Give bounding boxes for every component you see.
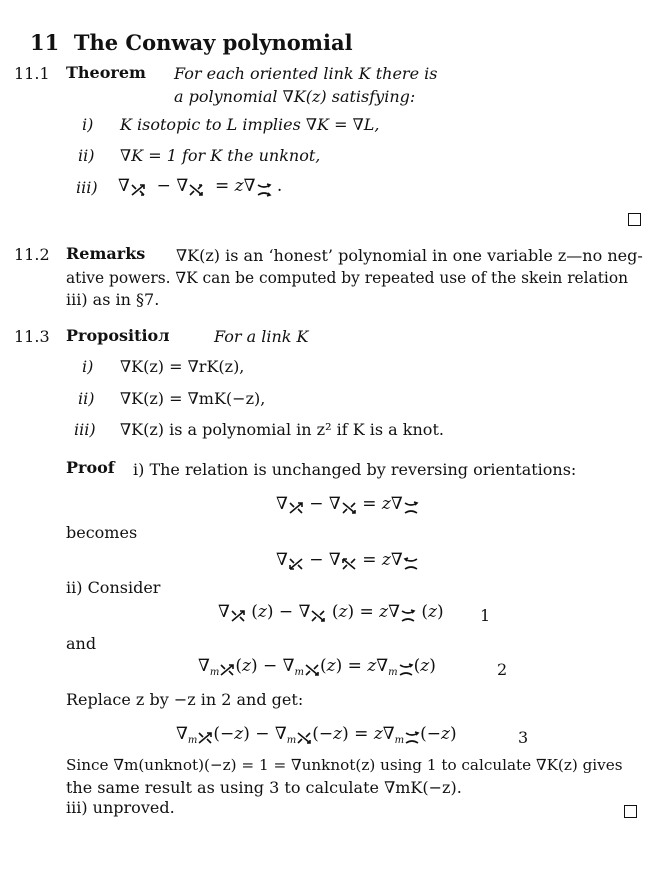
negative-crossing-icon xyxy=(310,609,326,623)
proof-iii-unproved: iii) unproved. xyxy=(66,798,175,817)
proof-replace: Replace z by −z in 2 and get: xyxy=(66,690,304,709)
negative-crossing-icon xyxy=(341,501,357,515)
proposition-number: 11.3 xyxy=(14,327,50,346)
proof-label: Proof xyxy=(66,458,115,477)
smoothing-icon xyxy=(400,609,416,623)
section-heading xyxy=(30,30,353,55)
equation-number: 1 xyxy=(480,606,491,625)
positive-crossing-icon xyxy=(219,663,235,677)
reversed-positive-crossing-icon xyxy=(288,557,304,571)
theorem-item-marker: ii) xyxy=(78,146,95,165)
theorem-line-2: a polynomial ∇K(z) satisfying: xyxy=(174,87,416,106)
skein-relation: ∇ − ∇ = z∇ . xyxy=(118,176,283,196)
smoothing-icon xyxy=(404,731,420,745)
negative-crossing-icon xyxy=(188,183,204,197)
remarks-line-1: ∇K(z) is an ‘honest’ polynomial in one variable z—no neg- xyxy=(176,246,643,265)
negative-crossing-icon xyxy=(304,663,320,677)
smoothing-icon xyxy=(256,183,272,197)
theorem-number: 11.1 xyxy=(14,64,50,83)
theorem-item-text: K isotopic to L implies ∇K = ∇L, xyxy=(120,115,380,134)
proof-and: and xyxy=(66,634,97,653)
smoothing-icon xyxy=(403,501,419,515)
positive-crossing-icon xyxy=(197,731,213,745)
section-title: The Conway polynomial xyxy=(73,30,353,55)
theorem-item-marker: iii) xyxy=(76,178,98,197)
equation-2: $\nabla_m$ $(z) - \nabla_m$ $(z) = z\nabla_m$ (z) xyxy=(198,656,436,678)
remarks-number: 11.2 xyxy=(14,245,50,264)
proof-consider: ii) Consider xyxy=(66,578,161,597)
proof-since-line-1: Since ∇m(unknot)(−z) = 1 = ∇unknot(z) using 1 to calculate ∇K(z) gives xyxy=(66,756,623,774)
theorem-line-1: For each oriented link K there is xyxy=(174,64,438,83)
qed-box xyxy=(628,213,641,226)
remarks-line-3: iii) as in §7. xyxy=(66,290,160,309)
positive-crossing-icon xyxy=(288,501,304,515)
reversed-relation-display: ∇ − ∇ = z∇ xyxy=(276,550,419,571)
theorem-label: Theorem xyxy=(66,63,146,82)
theorem-item-text: ∇K = 1 for K the unknot, xyxy=(120,146,321,165)
proof-since-line-2: the same result as using 3 to calculate ∇mK(−z). xyxy=(66,778,462,797)
proposition-item-marker: i) xyxy=(82,357,94,376)
proof-becomes: becomes xyxy=(66,523,138,542)
proposition-item-text: ∇K(z) = ∇rK(z), xyxy=(120,357,245,376)
equation-number: 3 xyxy=(518,728,529,747)
reversed-smoothing-icon xyxy=(403,557,419,571)
smoothing-icon xyxy=(398,663,414,677)
remarks-line-2: ative powers. ∇K can be computed by repeated use of the skein relation xyxy=(66,269,629,287)
equation-1: ∇ (z) − ∇ (z) = z∇ (z) xyxy=(218,602,444,622)
proof-line-1: i) The relation is unchanged by reversing orientations: xyxy=(133,460,577,479)
proposition-intro: For a link K xyxy=(214,327,309,346)
equation-number: 2 xyxy=(497,660,508,679)
equation-3: $\nabla_m$ $(-z) - \nabla_m$ $(-z) = z\nabla_m$ (−z) xyxy=(176,724,457,746)
proposition-label: Propositioл xyxy=(66,326,170,345)
reversed-negative-crossing-icon xyxy=(341,557,357,571)
positive-crossing-icon xyxy=(230,609,246,623)
section-number: 11 xyxy=(30,30,60,55)
negative-crossing-icon xyxy=(296,731,312,745)
qed-box xyxy=(624,805,637,818)
remarks-label: Remarks xyxy=(66,244,146,263)
proposition-item-marker: iii) xyxy=(74,420,96,439)
proposition-item-text: ∇K(z) = ∇mK(−z), xyxy=(120,389,266,408)
proposition-item-text: ∇K(z) is a polynomial in z² if K is a knot. xyxy=(120,420,444,439)
relation-display: ∇ − ∇ = z∇ xyxy=(276,494,419,515)
proposition-item-marker: ii) xyxy=(78,389,95,408)
theorem-item-marker: i) xyxy=(82,115,94,134)
positive-crossing-icon xyxy=(130,183,146,197)
